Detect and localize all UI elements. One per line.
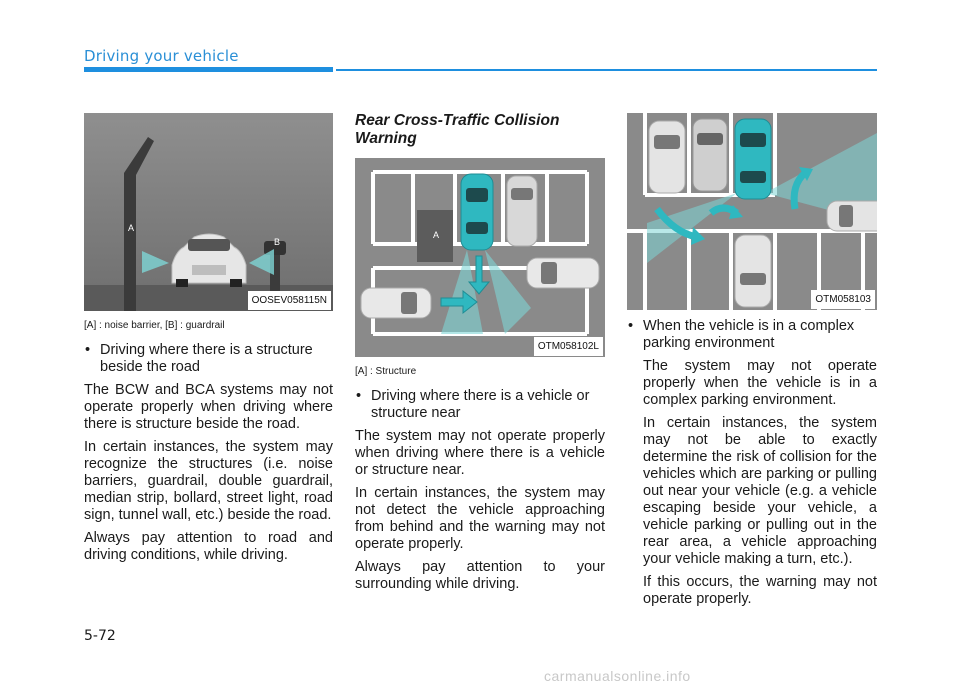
section-header: Driving your vehicle: [84, 47, 239, 65]
paragraph: The BCW and BCA systems may not operate properly when driving where there is structure beside the road.: [84, 382, 333, 432]
middle-column: [355, 112, 605, 599]
paragraph: In certain instances, the system may recognize the structures (i.e. noise barriers, guardrail, double guardrail, median strip, bollard, street light, road sign, tunnel wall, etc.) beside the road.: [84, 439, 333, 523]
section-title: Rear Cross-Traffic Collision Warning: [355, 112, 560, 147]
marker-a: A: [433, 230, 440, 240]
paragraph: In certain instances, the system may not detect the vehicle approaching from behind and the warning may not operate properly.: [355, 485, 605, 552]
noise-barrier-illustration: [84, 113, 333, 311]
paragraph: Always pay attention to road and driving conditions, while driving.: [84, 530, 333, 563]
header-rule-thin: [336, 69, 877, 71]
complex-parking-illustration: [627, 113, 877, 310]
paragraph: Always pay attention to your surrounding while driving.: [355, 559, 605, 592]
page-number: 5-72: [84, 628, 116, 644]
paragraph: In certain instances, the system may not be able to exactly determine the risk of collision for the vehicles which are parking or pulling out near your vehicle (e.g. a vehicle escaping beside your vehicle, a vehicle parking or pulling out in the rear area, a vehicle approaching your vehicle making a turn, etc.).: [643, 415, 877, 567]
right-column: [627, 113, 877, 614]
marker-b: B: [274, 237, 281, 247]
figure-caption: [A] : noise barrier, [B] : guardrail: [84, 320, 225, 331]
parking-structure-illustration: [355, 158, 605, 357]
figure-complex-parking: [627, 113, 877, 310]
figure-code: OTM058103: [811, 290, 875, 309]
bullet-item: • Driving where there is a vehicle or structure near: [355, 388, 605, 422]
paragraph: If this occurs, the warning may not operate properly.: [643, 574, 877, 607]
figure-structure-near: [355, 158, 605, 357]
header-rule-thick: [84, 67, 333, 72]
ego-car-shape: [735, 119, 771, 199]
figure-code: OOSEV058115N: [248, 291, 331, 310]
paragraph: The system may not operate properly when driving where there is a vehicle or structure near.: [355, 428, 605, 478]
bullet-item: • When the vehicle is in a complex parking environment: [627, 318, 877, 352]
figure-code: OTM058102L: [534, 337, 603, 356]
bullet-item: • Driving where there is a structure beside the road: [84, 342, 333, 376]
ego-car-shape: [461, 174, 493, 250]
paragraph: The system may not operate properly when the vehicle is in a complex parking environment.: [643, 358, 877, 408]
figure-noise-barrier: [84, 113, 333, 311]
left-column: [84, 113, 333, 570]
figure-caption: [A] : Structure: [355, 366, 417, 377]
marker-a: A: [128, 223, 135, 233]
watermark: carmanualsonline.info: [544, 668, 691, 684]
